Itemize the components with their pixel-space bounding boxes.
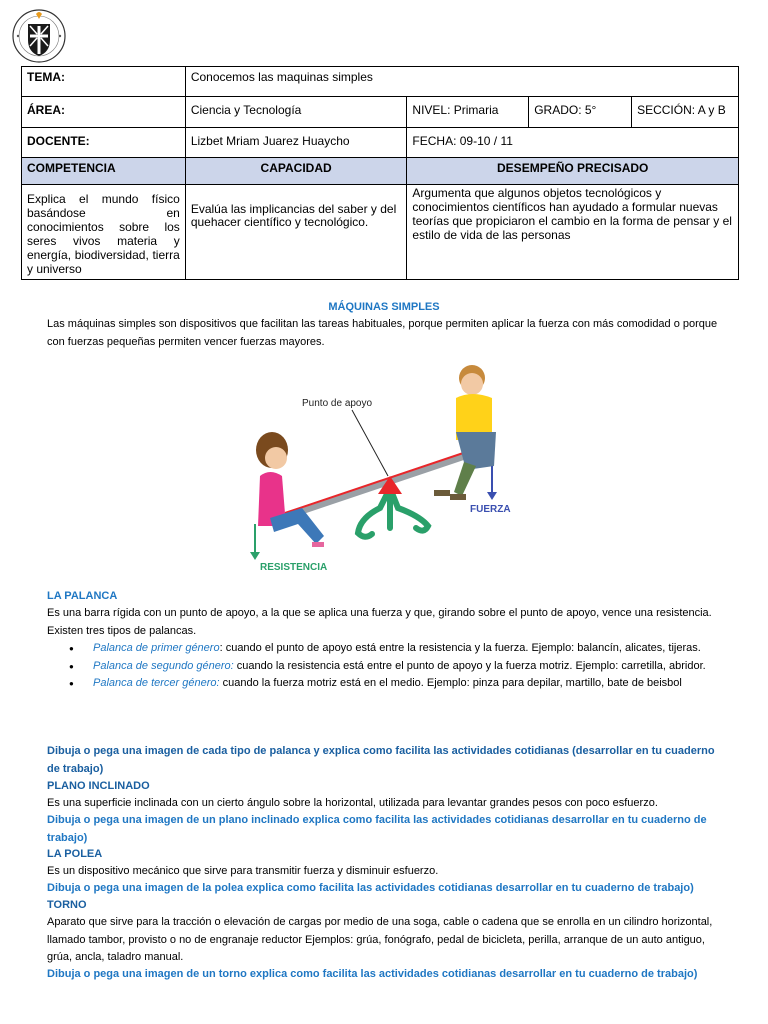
palanca-paragraph: Es una barra rígida con un punto de apoyo, a la que se aplica una fuerza y que, girando sobre el punto de apoyo, vence una resistencia. Existen tres tipos de palancas. [47, 607, 712, 637]
tema-value: Conocemos las maquinas simples [185, 67, 738, 97]
plano-paragraph: Es una superficie inclinada con un cierto ángulo sobre la horizontal, utilizada para levantar grandes pesos con poco esfuerzo. [47, 797, 658, 809]
plano-task: Dibuja o pega una imagen de un plano inclinado explica como facilita las actividades cotidianas desarrollar en tu cuaderno de trabajo) [47, 814, 707, 844]
school-crest-logo [10, 8, 68, 64]
polea-task: Dibuja o pega una imagen de la polea explica como facilita las actividades cotidianas desarrollar en tu cuaderno de trabajo) [47, 882, 694, 894]
docente-value: Lizbet Mriam Juarez Huaycho [185, 128, 407, 158]
section-title: MÁQUINAS SIMPLES [328, 301, 440, 313]
docente-label: DOCENTE: [22, 128, 186, 158]
torno-task: Dibuja o pega una imagen de un torno explica como facilita las actividades cotidianas desarrollar en tu cuaderno de trabajo) [47, 968, 698, 980]
fecha-value: FECHA: 09-10 / 11 [407, 128, 739, 158]
desempeno-header: DESEMPEÑO PRECISADO [407, 158, 739, 185]
polea-paragraph: Es un dispositivo mecánico que sirve para transmitir fuerza y disminuir esfuerzo. [47, 865, 439, 877]
palanca-type-desc: cuando la fuerza motriz está en el medio. Ejemplo: pinza para depilar, martillo, bate de beisbol [219, 677, 682, 689]
palanca-task: Dibuja o pega una imagen de cada tipo de palanca y explica como facilita las actividades cotidianas (desarrollar en tu cuaderno de trabajo) [47, 745, 715, 775]
lesson-info-table [21, 66, 739, 280]
palanca-type-name: Palanca de tercer género: [93, 677, 220, 689]
palanca-type-name: Palanca de segundo género: [93, 659, 234, 672]
capacidad-text: Evalúa las implicancias del saber y del quehacer científico y tecnológico. [185, 185, 407, 280]
seccion-value: SECCIÓN: A y B [632, 97, 739, 128]
area-label: ÁREA: [22, 97, 186, 128]
palanca-type-desc: cuando el punto de apoyo está entre la resistencia y la fuerza. Ejemplo: balancín, alicates, tijeras. [222, 642, 701, 654]
palanca-type-desc: cuando la resistencia está entre el punto de apoyo y la fuerza motriz. Ejemplo: carretilla, abridor. [233, 659, 706, 672]
palanca-type-sep: : [219, 642, 223, 654]
capacidad-header: CAPACIDAD [185, 158, 407, 185]
nivel-value: NIVEL: Primaria [407, 97, 529, 128]
competencia-text: Explica el mundo físico basándose en conocimientos sobre los seres vivos materia y energía, biodiversidad, tierra y universo [22, 185, 186, 280]
fuerza-label: FUERZA [470, 504, 511, 515]
resistencia-label: RESISTENCIA [260, 562, 328, 573]
intro-paragraph: Las máquinas simples son dispositivos que facilitan las tareas habituales, porque permiten aplicar la fuerza con más comodidad o porque con fuerzas pequeñas permiten vencer fuerzas mayores. [47, 318, 718, 348]
plano-heading: PLANO INCLINADO [47, 780, 150, 792]
list-item [47, 675, 727, 693]
torno-heading: TORNO [47, 899, 87, 911]
area-value: Ciencia y Tecnología [185, 97, 407, 128]
punto-de-apoyo-label: Punto de apoyo [302, 398, 373, 409]
list-item [47, 640, 727, 658]
seesaw-lever-illustration [240, 358, 530, 576]
torno-paragraph: Aparato que sirve para la tracción o elevación de cargas por medio de una soga, cable o cadena que se enrolla en un cilindro horizontal, llamado tambor, provisto o no de engranaje reductor Ejemplos: grúa, fonógrafo, pedal de bicicleta, perilla, arranque de un auto antiguo, grúa, ancla, taladro manual. [47, 916, 713, 963]
palanca-type-name: Palanca de primer género [93, 642, 220, 654]
competencia-header: COMPETENCIA [22, 158, 186, 185]
palanca-heading: LA PALANCA [47, 590, 118, 602]
desempeno-text: Argumenta que algunos objetos tecnológicos y conocimientos científicos han ayudado a formular nuevas teorías que propiciaron el cambio en la forma de pensar y el estilo de vida de las personas [407, 185, 739, 280]
polea-heading: LA POLEA [47, 848, 103, 860]
list-item [47, 658, 727, 676]
grado-value: GRADO: 5° [529, 97, 632, 128]
palanca-types-list [47, 640, 727, 693]
tema-label: TEMA: [22, 67, 186, 97]
